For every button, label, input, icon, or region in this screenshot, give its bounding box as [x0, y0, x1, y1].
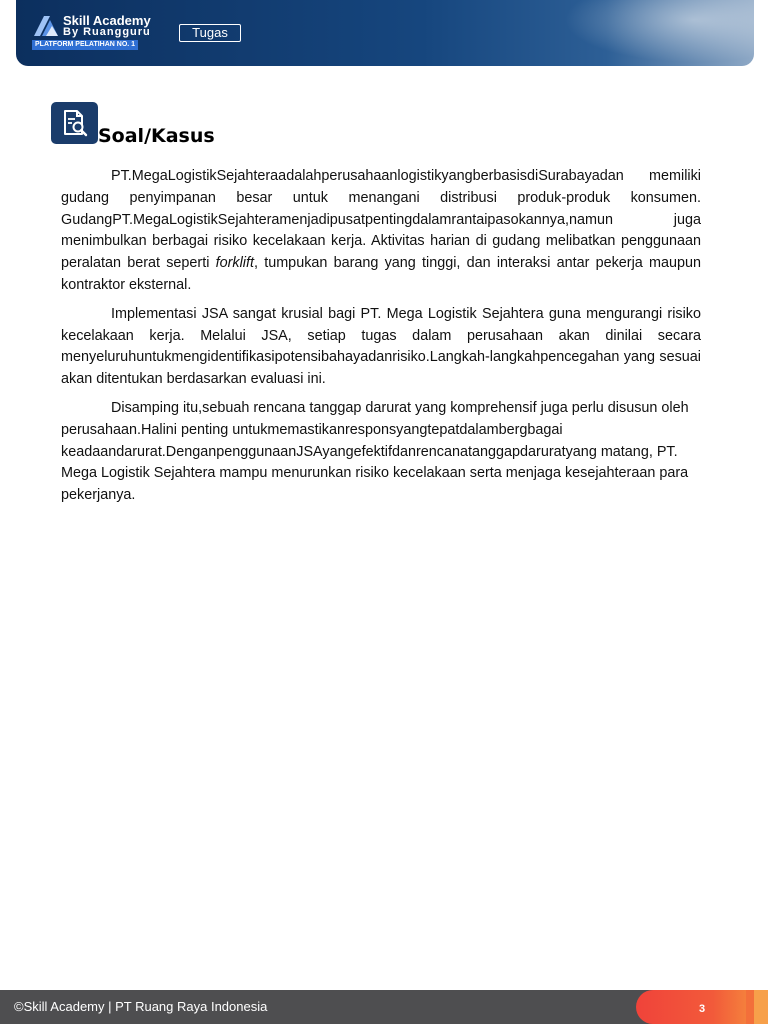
section-title: Soal/Kasus [98, 125, 215, 147]
logo-subtitle: By Ruangguru [63, 26, 151, 38]
header-decoration [554, 0, 754, 66]
paragraph-1 [61, 166, 701, 297]
paragraph-2 [61, 304, 701, 391]
footer-stripe-accent [746, 990, 754, 1024]
page-number: 3 [698, 1003, 706, 1015]
skill-academy-logo-icon [32, 14, 60, 38]
case-body [61, 166, 701, 514]
tugas-tag: Tugas [179, 24, 241, 42]
paragraph-1-text-a: PT.MegaLogistikSejahteraadalahperusahaanlogistikyangberbasisdiSurabayadan memiliki gudang penyimpanan besar untuk menangani distribusi produk-produk konsumen. GudangPT.MegaLogistikSejahteramenjadipusatpentingdalamrantaipasokannya,namun juga menimbulkan berbagai risiko kecelakaan kerja. Aktivitas harian di gudang melibatkan penggunaan peralatan berat seperti [61, 168, 701, 272]
footer-copyright: ©Skill Academy | PT Ruang Raya Indonesia [14, 999, 268, 1014]
footer-stripe-accent-light [754, 990, 768, 1024]
paragraph-3-text: Disamping itu,sebuah rencana tanggap darurat yang komprehensif juga perlu disusun oleh perusahaan.Halini penting untukmemastikanresponsyangtepatdalambergbagai keadaandarurat.DenganpenggunaanJSAyangefektifdanrencanatanggapdaruratyang matang, PT. Mega Logistik Sejahtera mampu menurunkan risiko kecelakaan serta menjaga kesejahteraan para pekerjanya. [61, 399, 689, 504]
paragraph-1-italic-term: forklift [215, 255, 254, 272]
logo-title: Skill Academy [63, 13, 151, 28]
logo-badge: PLATFORM PELATIHAN NO. 1 [32, 40, 138, 50]
paragraph-3 [61, 398, 701, 507]
document-search-icon [51, 102, 98, 144]
paragraph-2-text: Implementasi JSA sangat krusial bagi PT. Mega Logistik Sejahtera guna mengurangi risiko kecelakaan kerja. Melalui JSA, setiap tugas dalam perusahaan akan dinilai secara menyeluruhuntukmengidentifikasipotensibahayadanrisiko.Langkah-langkahpencegahan yang sesuai akan ditentukan berdasarkan evaluasi ini. [61, 305, 701, 388]
footer-bar [0, 990, 768, 1024]
paragraph-1-text-b: , tumpukan barang yang tinggi, dan interaksi antar pekerja maupun kontraktor eksternal. [61, 255, 701, 293]
header-banner [16, 0, 754, 66]
